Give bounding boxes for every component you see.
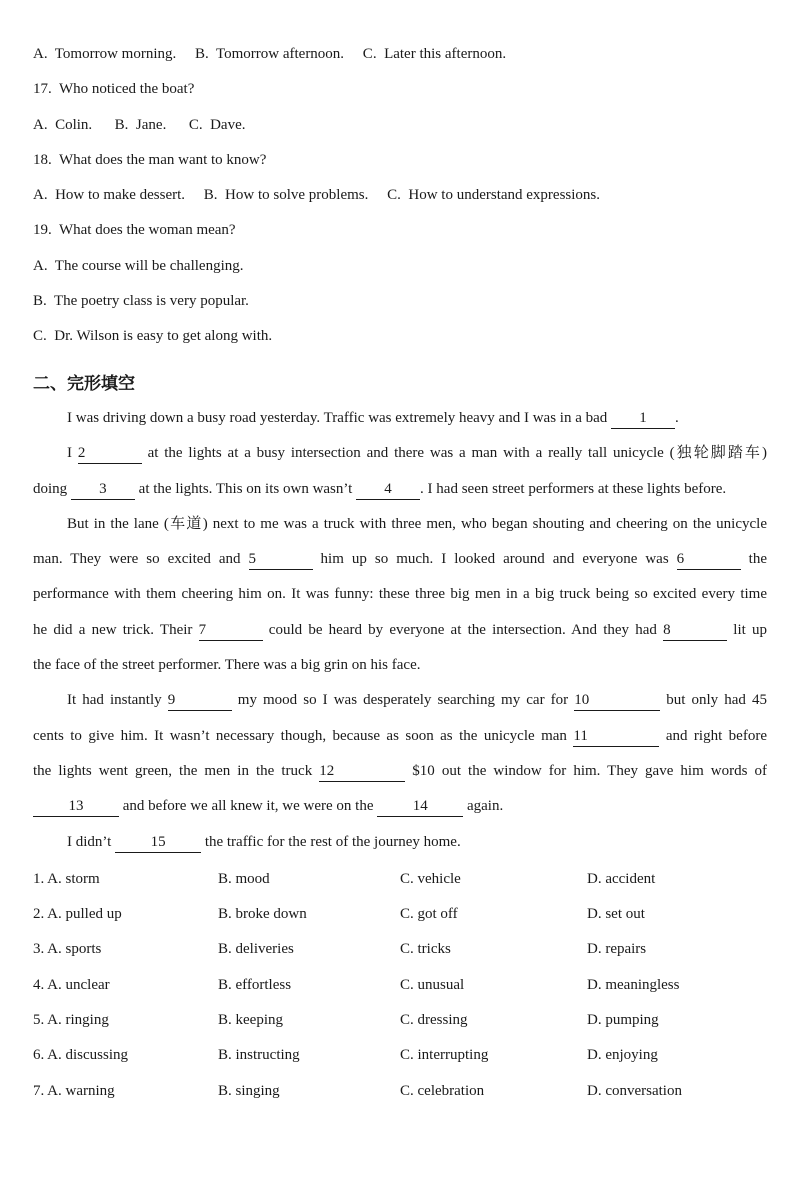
cloze-blank-7: 7 (199, 621, 263, 641)
cloze-line: man. They were so excited and 5 him up so much. I looked around and everyone was 6 the (33, 542, 767, 577)
cloze-blank-3: 3 (71, 480, 135, 500)
cloze-line: It had instantly 9 my mood so I was desperately searching my car for 10 but only had 45 (33, 683, 767, 718)
cloze-blank-6: 6 (677, 550, 741, 570)
option-cell: B. singing (218, 1082, 280, 1099)
cloze-line: I was driving down a busy road yesterday. Traffic was extremely heavy and I was in a bad 1 . (33, 401, 767, 436)
option-cell: B. broke down (218, 906, 307, 923)
listening-option-19-b: B. The poetry class is very popular. (33, 293, 249, 310)
cloze-line: he did a new trick. Their 7 could be heard by everyone at the intersection. And they had 8 lit up (33, 613, 767, 648)
option-cell: D. enjoying (587, 1047, 658, 1064)
cloze-blank-8: 8 (663, 621, 727, 641)
option-cell: 4. A. unclear (33, 976, 110, 993)
option-cell: C. tricks (400, 941, 451, 958)
options-row (33, 932, 767, 967)
options-row (33, 862, 767, 897)
option-cell: C. celebration (400, 1082, 485, 1099)
options-row (33, 1038, 767, 1073)
option-cell: B. deliveries (218, 941, 294, 958)
option-cell: C. unusual (400, 976, 465, 993)
option-cell: 3. A. sports (33, 941, 102, 958)
cloze-blank-4: 4 (356, 480, 420, 500)
option-cell: C. dressing (400, 1012, 468, 1029)
option-cell: D. pumping (587, 1012, 659, 1029)
option-cell: 1. A. storm (33, 870, 100, 887)
option-cell: D. conversation (587, 1082, 682, 1099)
listening-option-19-c: C. Dr. Wilson is easy to get along with. (33, 328, 273, 345)
listening-options-line-17: A. Colin. B. Jane. C. Dave. (33, 116, 246, 133)
option-cell: D. set out (587, 906, 645, 923)
options-row (33, 968, 767, 1003)
cloze-blank-11: 11 (573, 727, 659, 747)
listening-section (33, 37, 767, 355)
cloze-line: I didn’t 15 the traffic for the rest of the journey home. (33, 825, 767, 860)
option-cell: 6. A. discussing (33, 1047, 129, 1064)
cloze-line: performance with them cheering him on. It was funny: these three big men in a big truck being so excited every time (33, 586, 767, 603)
listening-question-17: 17. Who noticed the boat? (33, 81, 195, 98)
option-cell: C. interrupting (400, 1047, 489, 1064)
cloze-blank-2: 2 (78, 444, 142, 464)
cloze-line: cents to give him. It wasn’t necessary though, because as soon as the unicycle man 11 and right before (33, 719, 767, 754)
listening-question-18: 18. What does the man want to know? (33, 151, 267, 168)
options-row (33, 1003, 767, 1038)
option-cell: B. instructing (218, 1047, 300, 1064)
option-cell: D. accident (587, 870, 656, 887)
cloze-options-table (33, 862, 767, 1109)
cloze-line: doing 3 at the lights. This on its own wasn’t 4 . I had seen street performers at these lights before. (33, 472, 767, 507)
option-cell: 5. A. ringing (33, 1012, 109, 1029)
cloze-line: the face of the street performer. There was a big grin on his face. (33, 657, 421, 674)
option-cell: 7. A. warning (33, 1082, 115, 1099)
cloze-section-heading: 二、完形填空 (33, 373, 135, 393)
cloze-blank-14: 14 (377, 797, 463, 817)
cloze-blank-1: 1 (611, 409, 675, 429)
option-cell: C. got off (400, 906, 458, 923)
cloze-blank-15: 15 (115, 833, 201, 853)
cloze-line: I 2 at the lights at a busy intersection and there was a man with a really tall unicycle (独轮脚踏车) (33, 436, 767, 471)
cloze-blank-13: 13 (33, 797, 119, 817)
option-cell: B. keeping (218, 1012, 283, 1029)
cloze-line: But in the lane (车道) next to me was a truck with three men, who began shouting and cheering on the unicycle (67, 515, 767, 532)
options-row (33, 897, 767, 932)
option-cell: C. vehicle (400, 870, 461, 887)
cloze-line: 13 and before we all knew it, we were on the 14 again. (33, 789, 767, 824)
option-cell: 2. A. pulled up (33, 906, 122, 923)
cloze-blank-9: 9 (168, 691, 232, 711)
option-cell: B. effortless (218, 976, 292, 993)
cloze-blank-12: 12 (319, 762, 405, 782)
cloze-blank-5: 5 (249, 550, 313, 570)
cloze-passage (33, 401, 767, 860)
listening-options-line-16: A. Tomorrow morning. B. Tomorrow afternoon. C. Later this afternoon. (33, 46, 507, 62)
cloze-blank-10: 10 (574, 691, 660, 711)
option-cell: D. repairs (587, 941, 647, 958)
options-row (33, 1074, 767, 1109)
cloze-line: the lights went green, the men in the truck 12 $10 out the window for him. They gave him words of (33, 754, 767, 789)
option-cell: B. mood (218, 870, 270, 887)
listening-options-line-18: A. How to make dessert. B. How to solve problems. C. How to understand expressions. (33, 187, 601, 204)
listening-question-19: 19. What does the woman mean? (33, 222, 236, 239)
option-cell: D. meaningless (587, 976, 680, 993)
listening-option-19-a: A. The course will be challenging. (33, 257, 244, 274)
